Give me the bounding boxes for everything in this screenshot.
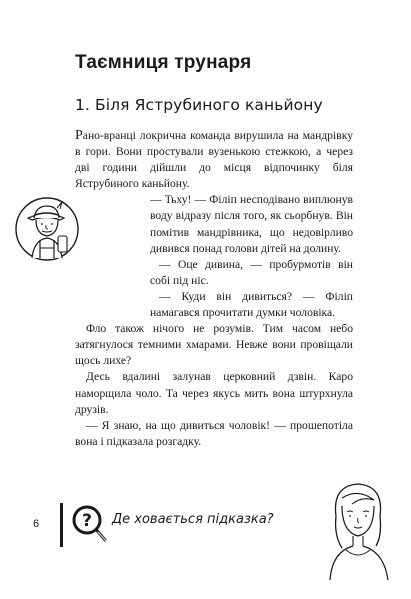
paragraph-3: — Оце дивина, — пробурмотів він собі під ніс. [150, 257, 353, 287]
paragraph-1: Рано-вранці локрична команда вирушила на мандрівку в гори. Вони простували вузенькою стежкою, а через дві години дійшли до місця відпочинку біля Яструбиного каньйону. [75, 128, 353, 191]
page-title: Таємниця трунаря [75, 52, 252, 73]
story-text [75, 128, 353, 450]
hiker-illustration [14, 196, 80, 262]
magnifier-question-icon [70, 503, 110, 547]
girl-illustration [322, 476, 394, 580]
drop-cap: Р [75, 128, 83, 143]
paragraph-2: — Тьху! — Філіп несподівано виплюнув воду відразу після того, як сьорбнув. Він помітив мандрівника, що недовірливо дивився понад голови дітей на долину. [150, 193, 353, 255]
paragraph-6: Десь вдалині залунав церковний дзвін. Каро наморщила чоло. Та через якусь мить вона штурхнула друзів. [75, 370, 353, 416]
footer-divider [60, 503, 63, 547]
page-number: 6 [33, 518, 40, 530]
hint-prompt: Де ховається підказка? [112, 512, 274, 527]
svg-text:?: ? [82, 511, 92, 531]
paragraph-5: Фло також нічого не розумів. Тим часом небо затягнулося темними хмарами. Невже вони провіщали щось лихе? [75, 322, 353, 368]
paragraph-4: — Куди він дивиться? — Філіп намагався прочитати думки чоловіка. [150, 289, 353, 320]
chapter-title: 1. Біля Яструбиного каньйону [75, 96, 323, 114]
paragraph-7: — Я знаю, на що дивиться чоловік! — прошепотіла вона і підказала розгадку. [75, 418, 353, 448]
